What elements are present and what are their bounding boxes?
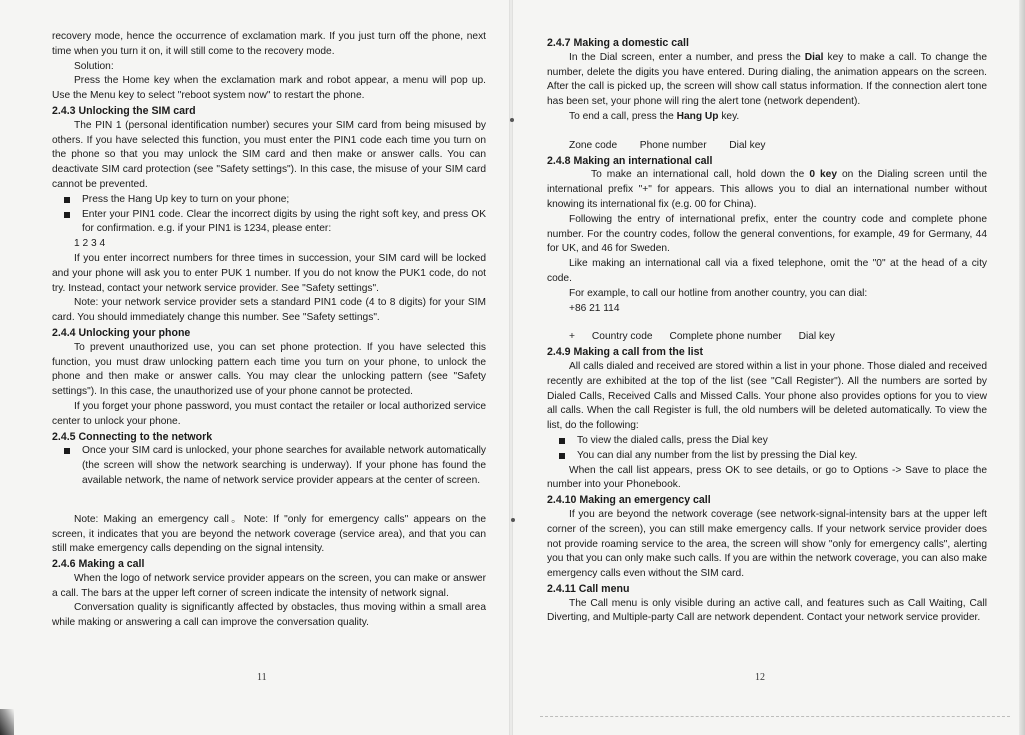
left-page: [0, 0, 505, 735]
paragraph: Conversation quality is significantly affected by obstacles, thus moving within a small area while making or answering a call can improve the conversation quality.: [52, 602, 486, 629]
scan-edge-line: [540, 716, 1010, 717]
solution-label: Solution:: [74, 60, 114, 72]
note-paragraph: Note: Making an emergency call。Note: If "only for emergency calls" appears on the screen, it indicates that you are beyond the network coverage (service area), and that you can still make emergency calls depending on the signal intensity.: [52, 513, 486, 555]
section-heading-2-4-10: 2.4.10 Making an emergency call: [547, 494, 711, 507]
paragraph: To make an international call, hold down the 0 key on the Dialing screen until the international prefix "+" for appears. This allows you to dial an international number without knowing its international fix (e.g. 00 for China).: [547, 169, 987, 210]
paragraph: If you forget your phone password, you must contact the retailer or local authorized service center to unlock your phone.: [52, 400, 486, 427]
section-heading-2-4-6: 2.4.6 Making a call: [52, 558, 145, 571]
paragraph: To prevent unauthorized use, you can set phone protection. If you have selected this function, you must draw unlocking pattern each time you turn on your phone, to unlock the phone and then make or answer calls. You may clear the unlocking pattern (see "Safety settings"). In this case, the unauthorized use of your phone cannot be protected.: [52, 341, 486, 398]
blank-space: [547, 316, 987, 330]
dial-key-text: Dial: [804, 51, 824, 63]
section-heading-2-4-11: 2.4.11 Call menu: [547, 582, 630, 595]
page-number: 11: [257, 672, 267, 683]
section-heading-2-4-8: 2.4.8 Making an international call: [547, 154, 713, 167]
hang-up-key-text: Hang Up: [676, 110, 719, 122]
section-heading-2-4-3: 2.4.3 Unlocking the SIM card: [52, 104, 196, 117]
paragraph: All calls dialed and received are stored within a list in your phone. Those dialed and received recently are exhibited at the top of the list (see "Call Register"). All the numbers are sorted by Dialed Calls, Received Calls and Missed Calls. Your phone also provides options for you to view all calls. When the call Register is full, the old numbers will be deleted automatically. To view the list, do the following:: [547, 360, 987, 432]
left-text-column: [52, 30, 486, 631]
paragraph: To end a call, press the Hang Up key.: [569, 110, 740, 122]
book-gutter: [509, 0, 513, 735]
dial-format-row: + Country code Complete phone number Dial key: [569, 331, 835, 343]
blank-space: [52, 489, 486, 513]
bullet-item: Once your SIM card is unlocked, your phone searches for available network automatically (the screen will show the network searching is underway). If your phone has found the available network, the name of network service provider appears at the center of screen.: [52, 444, 486, 488]
bullet-square-icon: [64, 197, 70, 203]
paragraph: Following the entry of international prefix, enter the country code and complete phone number. For the country codes, follow the general conventions, for example, 49 for Germany, 44 for UK, and 46 for Sweden.: [547, 213, 987, 255]
paragraph: The Call menu is only visible during an active call, and features such as Call Waiting, Call Diverting, and Multiple-party Call are network dependent. Contact your network service provider.: [547, 597, 987, 624]
zero-key-text: 0 key: [809, 169, 837, 181]
section-heading-2-4-7: 2.4.7 Making a domestic call: [547, 37, 689, 49]
scan-corner-shadow: [0, 709, 14, 735]
pin-example: 1 2 3 4: [74, 238, 106, 250]
section-heading-2-4-9: 2.4.9 Making a call from the list: [547, 346, 704, 359]
section-heading-2-4-5: 2.4.5 Connecting to the network: [52, 430, 213, 443]
paragraph: Press the Home key when the exclamation mark and robot appear, a menu will pop up. Use the Menu key to select "reboot system now" to restart the phone.: [52, 75, 486, 102]
paragraph: In the Dial screen, enter a number, and press the Dial key to make a call. To change the number, delete the digits you have entered. During dialing, the animation appears on the screen. After the call is picked up, the screen will show call status information. If the connection alert tone has been set, your phone will ring the alert tone (network dependent).: [547, 51, 987, 108]
section-heading-2-4-4: 2.4.4 Unlocking your phone: [52, 326, 191, 339]
bullet-square-icon: [64, 448, 70, 454]
dial-format-row: Zone code Phone number Dial key: [569, 139, 766, 151]
paragraph: recovery mode, hence the occurrence of exclamation mark. If you just turn off the phone, next time when you turn it on, it will still come to the recovery mode.: [52, 31, 486, 57]
bullet-square-icon: [559, 438, 565, 444]
bullet-item: You can dial any number from the list by pressing the Dial key.: [547, 449, 987, 464]
bullet-item: To view the dialed calls, press the Dial key: [547, 434, 987, 449]
page-edge-shadow: [1019, 0, 1025, 735]
scan-mark: [510, 118, 514, 122]
bullet-square-icon: [559, 453, 565, 459]
bullet-item: Enter your PIN1 code. Clear the incorrect digits by using the right soft key, and press OK for confirmation. e.g. if your PIN1 is 1234, please enter:: [52, 208, 486, 238]
right-text-column: [547, 36, 987, 626]
blank-space: [547, 125, 987, 139]
paragraph: For example, to call our hotline from another country, you can dial:: [569, 287, 868, 299]
paragraph: Like making an international call via a fixed telephone, omit the "0" at the head of a city code.: [547, 258, 987, 284]
paragraph: When the call list appears, press OK to see details, or go to Options -> Save to place the number into your Phonebook.: [547, 464, 987, 491]
bullet-square-icon: [64, 212, 70, 218]
paragraph: If you enter incorrect numbers for three times in succession, your SIM card will be locked and your phone will ask you to enter PUK 1 number. If you do not know the PUK1 code, do not try. Instead, contact your network service provider. See "Safety settings".: [52, 252, 486, 294]
right-page: [515, 0, 1025, 735]
example-number: +86 21 114: [569, 302, 620, 314]
page-number: 12: [755, 672, 765, 683]
note-paragraph: Note: your network service provider sets a standard PIN1 code (4 to 8 digits) for your SIM card. You should immediately change this number. See "Safety settings".: [52, 297, 486, 324]
paragraph: If you are beyond the network coverage (see network-signal-intensity bars at the upper left corner of the screen), you can still make emergency calls. If your network service provider does not provide roaming service to the area, the screen will show "only for emergency calls", alerting you that you can only make such calls. If you are within the network coverage, you can also make emergency calls even without the SIM card.: [547, 508, 987, 580]
paragraph: When the logo of network service provider appears on the screen, you can make or answer a call. The bars at the upper left corner of screen indicate the intensity of network signal.: [52, 572, 486, 599]
paragraph: The PIN 1 (personal identification number) secures your SIM card from being misused by others. If you have selected this function, you must enter the PIN1 code each time you turn on the phone so that you may unlock the SIM card and then make or answer calls. You can deactivate SIM card protection (see "Safety settings"). In this case, the misuse of your SIM card cannot be prevented.: [52, 119, 486, 190]
bullet-item: Press the Hang Up key to turn on your phone;: [52, 193, 486, 208]
